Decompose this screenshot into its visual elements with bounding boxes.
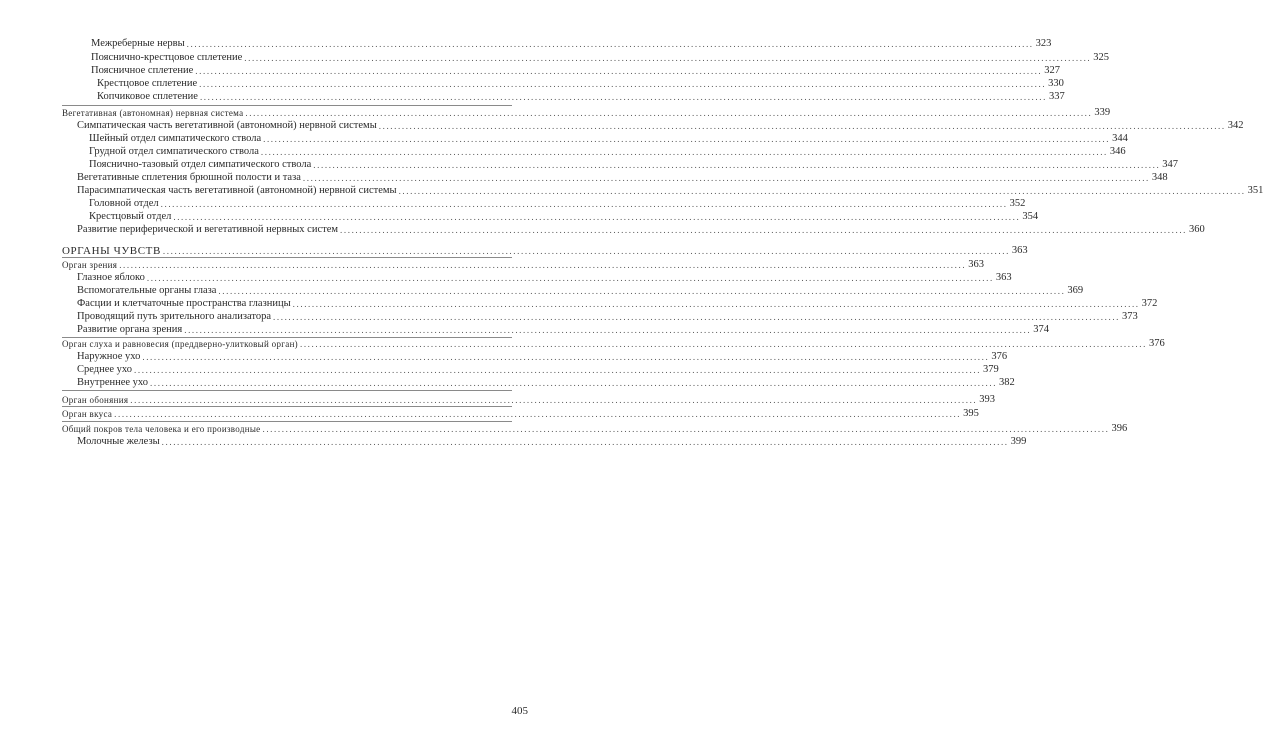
toc-entry (89, 196, 1026, 210)
toc-entry-page: 351 (1247, 185, 1263, 196)
toc-leader-dots: ............................................................................................................................................................................................................................ (292, 299, 1140, 309)
toc-entry-label: Внутреннее ухо (77, 377, 149, 388)
toc-entry-page: 360 (1189, 224, 1205, 235)
toc-entry (62, 392, 996, 406)
toc-leader-dots: ............................................................................................................................................................................................................................ (173, 212, 1021, 222)
toc-leader-dots: ............................................................................................................................................................................................................................ (313, 160, 1161, 170)
toc-leader-dots: ............................................................................................................................................................................................................................ (302, 173, 1150, 183)
toc-entry-page: 323 (1035, 38, 1052, 49)
toc-entry-page: 347 (1162, 159, 1179, 170)
toc-entry-label: Крестцовое сплетение (97, 78, 198, 89)
toc-entry-page: 372 (1141, 298, 1158, 309)
toc-entry-page: 399 (1010, 436, 1027, 447)
toc-entry-page: 339 (1094, 107, 1111, 118)
toc-section-heading (62, 243, 1028, 257)
toc-entry-page: 344 (1112, 133, 1128, 144)
toc-entry-label: Парасимпатическая часть вегетативной (автономной) нервной системы (77, 185, 397, 196)
toc-entry-label: Вегетативная (автономная) нервная система (62, 108, 244, 118)
toc-leader-dots: ............................................................................................................................................................................................................................ (263, 134, 1111, 144)
toc-entry (77, 183, 1263, 197)
toc-leader-dots: ............................................................................................................................................................................................................................ (245, 108, 1093, 118)
toc-entry-page: 330 (1048, 78, 1064, 89)
toc-entry-label: Орган вкуса (62, 409, 113, 419)
toc-entry-label: Молочные железы (77, 436, 160, 447)
toc-entry (77, 434, 1027, 448)
toc-entry-label: Орган обоняния (62, 395, 129, 405)
toc-entry-page: 342 (1227, 120, 1244, 131)
toc-entry-label: Копчиковое сплетение (97, 91, 198, 102)
toc-entry (77, 349, 1008, 363)
toc-leader-dots: ............................................................................................................................................................................................................................ (134, 365, 982, 375)
toc-entry-label: Симпатическая часть вегетативной (автономной) нервной системы (77, 120, 377, 131)
toc-entry (91, 63, 1061, 77)
toc-leader-dots: ............................................................................................................................................................................................................................ (146, 273, 994, 283)
toc-entry-page: 337 (1048, 91, 1065, 102)
toc-entry (89, 131, 1128, 145)
toc-entry-label: Орган зрения (62, 260, 118, 270)
page-number: 405 (511, 705, 528, 717)
toc-leader-dots: ............................................................................................................................................................................................................................ (130, 395, 978, 405)
toc-entry (97, 76, 1064, 90)
toc-entry (62, 257, 984, 271)
toc-entry (77, 170, 1168, 184)
toc-entry (77, 118, 1244, 132)
toc-entry (89, 209, 1039, 223)
toc-entry-page: 374 (1033, 324, 1049, 335)
toc-entry (77, 309, 1138, 323)
toc-leader-dots: ............................................................................................................................................................................................................................ (160, 199, 1008, 209)
toc-entry-page: 346 (1109, 146, 1126, 157)
toc-leader-dots: ............................................................................................................................................................................................................................ (161, 437, 1009, 447)
toc-entry-label: Наружное ухо (77, 351, 141, 362)
toc-entry-page: 363 (1011, 245, 1028, 256)
toc-entry-page: 395 (963, 408, 979, 419)
toc-entry-label: Глазное яблоко (77, 272, 145, 283)
toc-entry-label: Вспомогательные органы глаза (77, 285, 217, 296)
toc-entry-label: ОРГАНЫ ЧУВСТВ (62, 245, 161, 257)
toc-entry-label: Общий покров тела человека и его производные (62, 424, 261, 434)
toc-entry-label: Пояснично-тазовый отдел симпатического ствола (89, 159, 312, 170)
toc-entry-label: Развитие органа зрения (77, 324, 183, 335)
toc-entry-page: 376 (1148, 338, 1165, 349)
toc-entry-page: 327 (1044, 65, 1061, 76)
toc-entry-page: 354 (1022, 211, 1039, 222)
toc-entry (77, 362, 999, 376)
toc-entry-label: Развитие периферической и вегетативной нервных систем (77, 224, 339, 235)
toc-leader-dots: ............................................................................................................................................................................................................................ (273, 312, 1121, 322)
toc-entry-label: Вегетативные сплетения брюшной полости и таза (77, 172, 301, 183)
toc-entry (91, 36, 1052, 50)
toc-leader-dots: ............................................................................................................................................................................................................................ (218, 286, 1066, 296)
toc-entry (77, 322, 1049, 336)
toc-entry-page: 352 (1009, 198, 1026, 209)
toc-entry-label: Поясничное сплетение (91, 65, 194, 76)
toc-entry (97, 89, 1065, 103)
toc-leader-dots: ............................................................................................................................................................................................................................ (150, 378, 998, 388)
toc-leader-dots: ............................................................................................................................................................................................................................ (262, 424, 1110, 434)
toc-entry-label: Среднее ухо (77, 364, 133, 375)
toc-entry (77, 270, 1012, 284)
toc-entry (77, 375, 1015, 389)
toc-leader-dots: ............................................................................................................................................................................................................................ (378, 121, 1226, 131)
toc-entry-page: 379 (983, 364, 999, 375)
toc-leader-dots: ............................................................................................................................................................................................................................ (114, 409, 962, 419)
toc-leader-dots: ............................................................................................................................................................................................................................ (340, 225, 1188, 235)
toc-entry-page: 396 (1111, 423, 1128, 434)
toc-leader-dots: ............................................................................................................................................................................................................................ (186, 39, 1034, 49)
toc-leader-dots: ............................................................................................................................................................................................................................ (260, 147, 1108, 157)
toc-entry-page: 373 (1122, 311, 1138, 322)
toc-entry-page: 376 (991, 351, 1008, 362)
toc-entry (62, 406, 979, 420)
toc-entry-page: 348 (1151, 172, 1168, 183)
section-rule (62, 390, 512, 391)
toc-leader-dots: ............................................................................................................................................................................................................................ (119, 260, 967, 270)
toc-entry-label: Орган слуха и равновесия (преддверно-улитковый орган) (62, 339, 298, 349)
toc-leader-dots: ............................................................................................................................................................................................................................ (199, 92, 1047, 102)
toc-entry (91, 50, 1110, 64)
toc-leader-dots: ............................................................................................................................................................................................................................ (199, 79, 1047, 89)
toc-entry-label: Межреберные нервы (91, 38, 185, 49)
toc-leader-dots: ............................................................................................................................................................................................................................ (398, 186, 1246, 196)
toc-leader-dots: ............................................................................................................................................................................................................................ (142, 352, 990, 362)
toc-entry-page: 393 (979, 394, 996, 405)
toc-entry-label: Грудной отдел симпатического ствола (89, 146, 259, 157)
toc-entry (62, 421, 1128, 435)
toc-leader-dots: ............................................................................................................................................................................................................................ (195, 66, 1043, 76)
toc-entry-page: 369 (1067, 285, 1084, 296)
toc-leader-dots: ............................................................................................................................................................................................................................ (299, 339, 1147, 349)
toc-leader-dots: ............................................................................................................................................................................................................................ (244, 53, 1092, 63)
toc-entry-label: Фасции и клетчаточные пространства глазницы (77, 298, 291, 309)
toc-entry (62, 105, 1111, 119)
toc-entry-label: Проводящий путь зрительного анализатора (77, 311, 272, 322)
toc-leader-dots: ............................................................................................................................................................................................................................ (184, 325, 1032, 335)
toc-entry-page: 382 (999, 377, 1015, 388)
toc-entry (89, 144, 1126, 158)
toc-entry (62, 336, 1165, 350)
toc-entry (77, 222, 1205, 236)
toc-entry-label: Крестцовый отдел (89, 211, 172, 222)
toc-entry-page: 363 (995, 272, 1012, 283)
toc-entry-page: 325 (1093, 52, 1110, 63)
toc-entry (77, 296, 1158, 310)
toc-entry-label: Пояснично-крестцовое сплетение (91, 52, 243, 63)
toc-entry (89, 157, 1179, 171)
toc-entry-label: Головной отдел (89, 198, 159, 209)
toc-leader-dots: ............................................................................................................................................................................................................................ (162, 246, 1010, 256)
toc-entry-page: 363 (968, 259, 984, 270)
toc-entry (77, 283, 1084, 297)
toc-entry-label: Шейный отдел симпатического ствола (89, 133, 262, 144)
